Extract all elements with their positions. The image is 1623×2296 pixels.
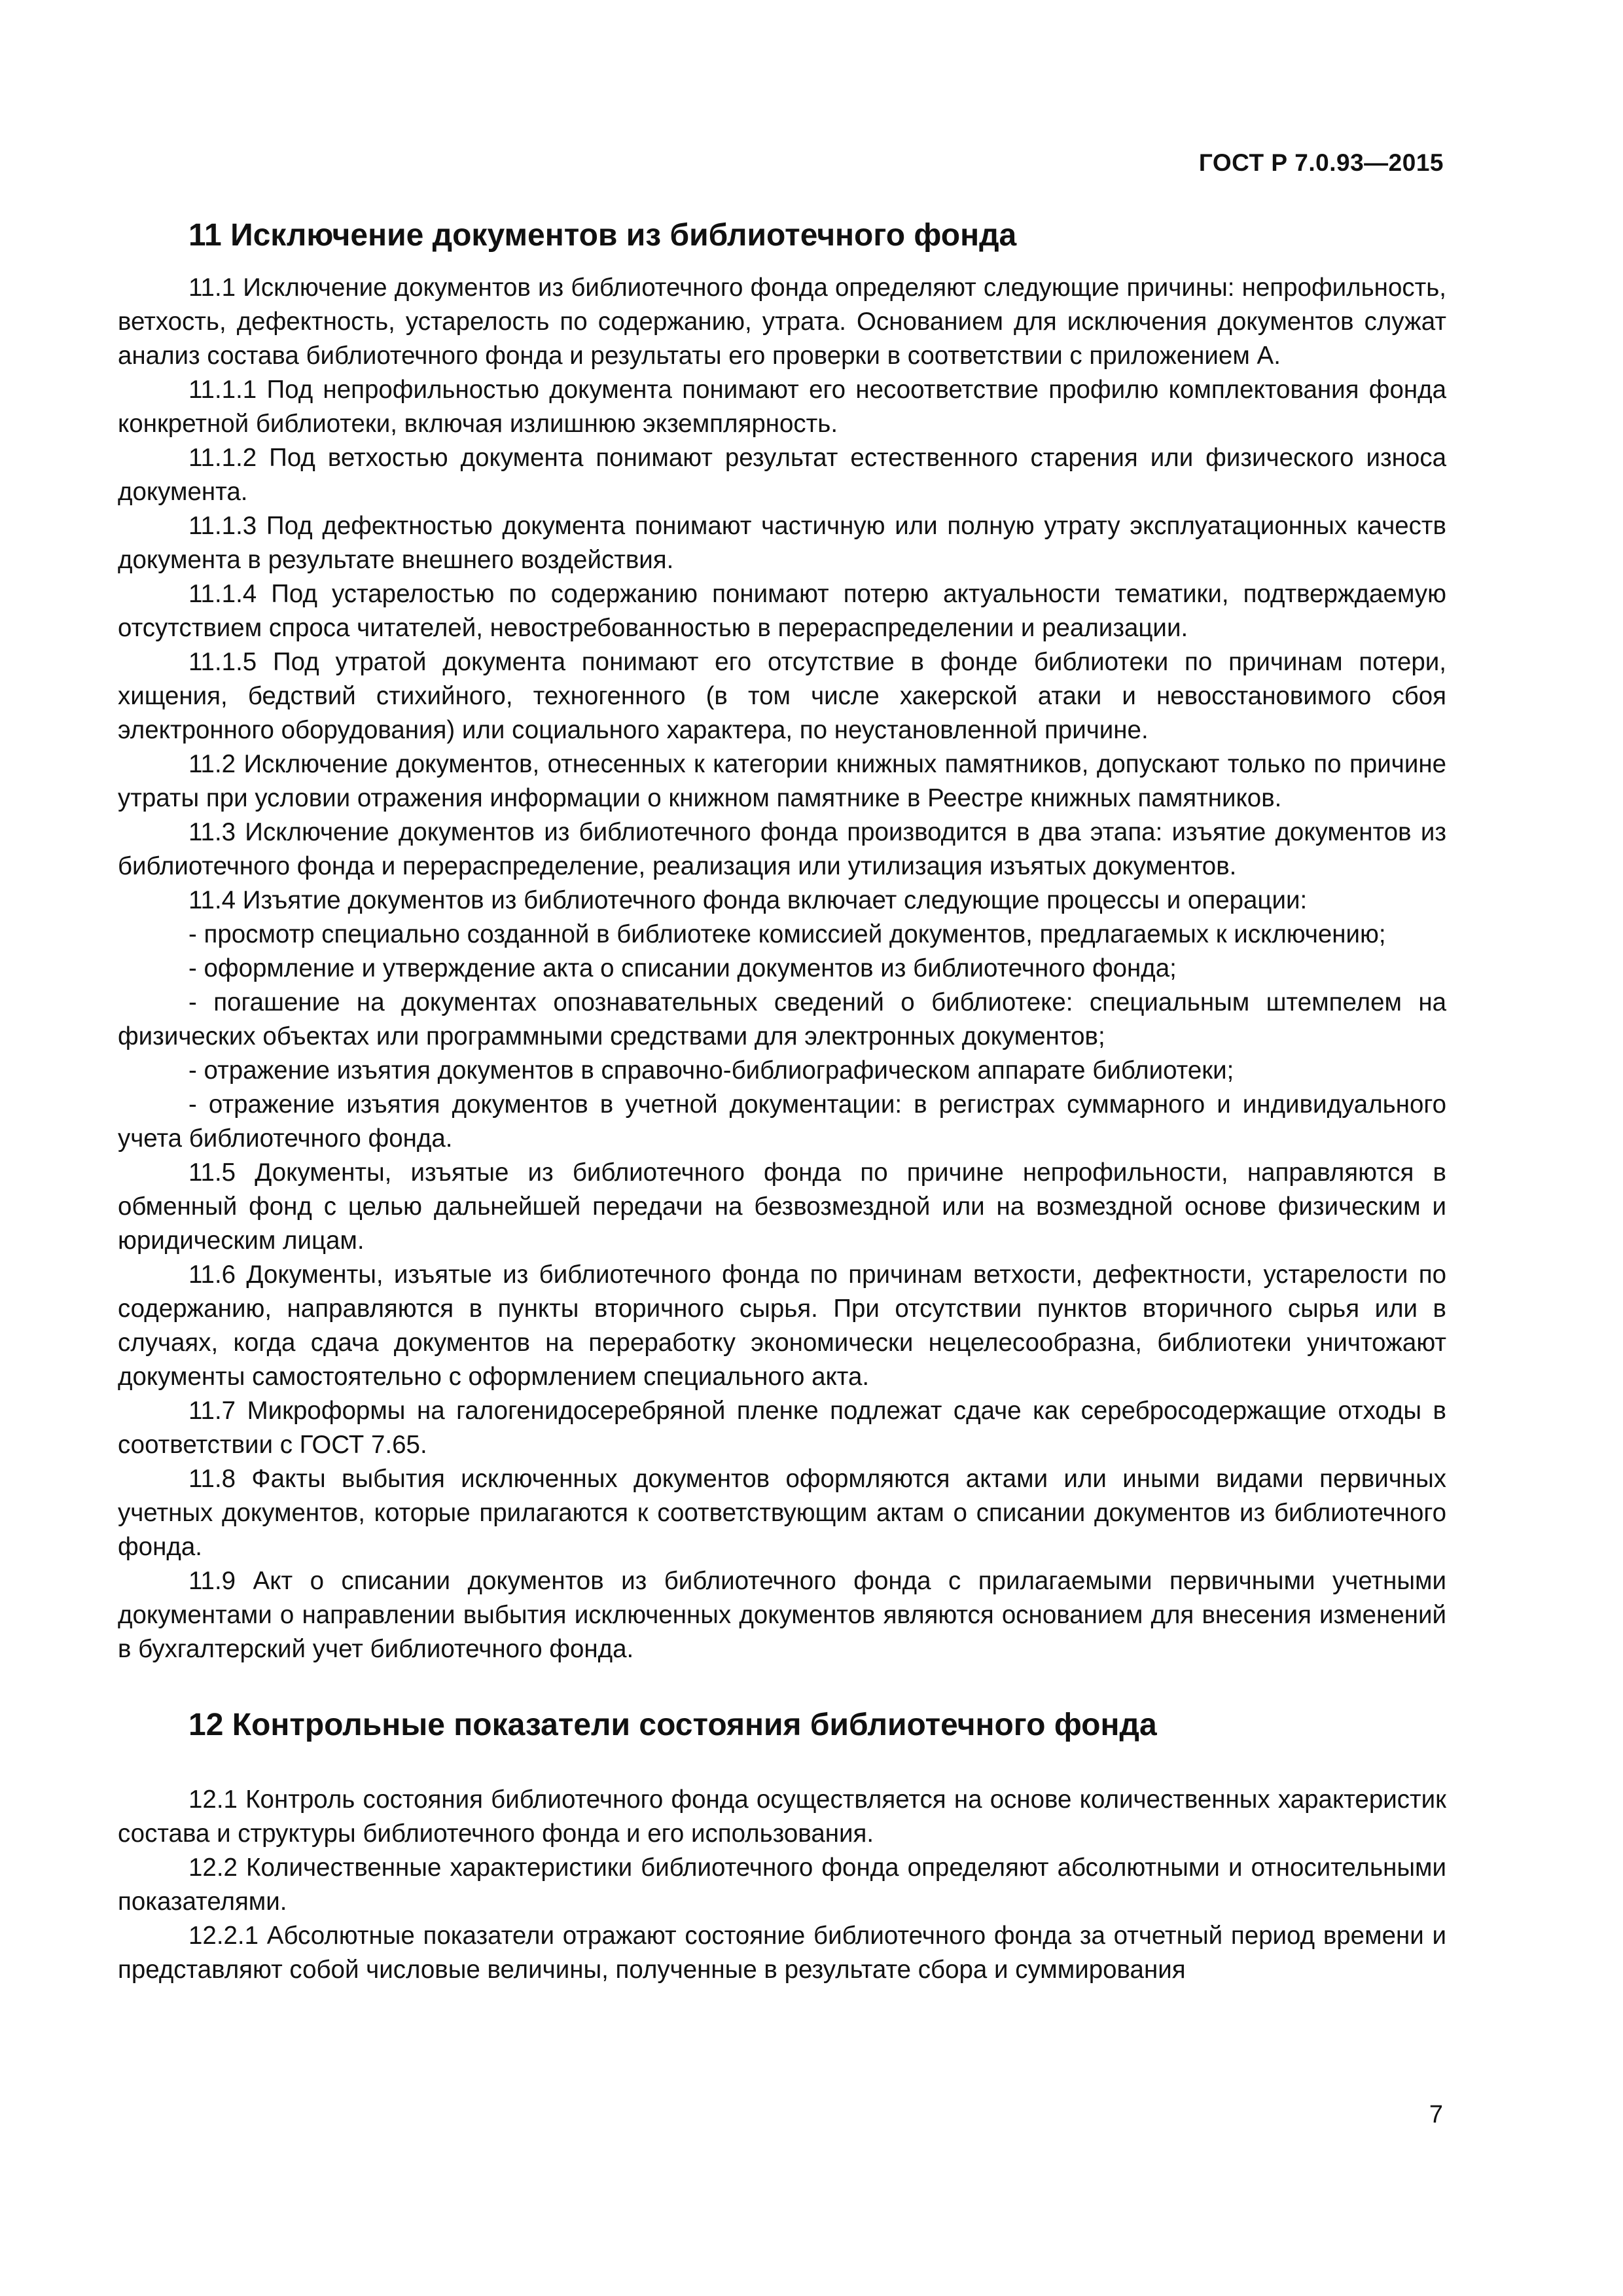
paragraph: 11.7 Микроформы на галогенидосеребряной пленке подлежат сдаче как серебросодержащие отходы в соответствии с ГОСТ 7.65.: [118, 1397, 1446, 1459]
list-item: - отражение изъятия документов в учетной документации: в регистрах суммарного и индивидуального учета библиотечного фонда.: [118, 1090, 1446, 1153]
paragraph: 11.1.3 Под дефектностью документа понимают частичную или полную утрату эксплуатационных качеств документа в результате внешнего воздействия.: [118, 512, 1446, 574]
document-code: ГОСТ Р 7.0.93—2015: [1198, 149, 1444, 176]
list-item: - отражение изъятия документов в справочно-библиографическом аппарате библиотеки;: [188, 1056, 1234, 1085]
paragraph: 11.3 Исключение документов из библиотечного фонда производится в два этапа: изъятие документов из библиотечного фонда и перераспределение, реализация или утилизация изъятых документов.: [118, 818, 1446, 880]
paragraph: 11.6 Документы, изъятые из библиотечного фонда по причинам ветхости, дефектности, устарелости по содержанию, направляются в пункты вторичного сырья. При отсутствии пунктов вторичного сырья или в случаях, когда сдача документов на переработку экономически нецелесообразна, библиотеки уничтожают документы самостоятельно с оформлением специального акта.: [118, 1261, 1446, 1391]
list-item: - оформление и утверждение акта о списании документов из библиотечного фонда;: [188, 954, 1177, 982]
paragraph: 11.1.2 Под ветхостью документа понимают результат естественного старения или физического износа документа.: [118, 444, 1446, 506]
paragraph: 11.1.5 Под утратой документа понимают его отсутствие в фонде библиотеки по причинам потери, хищения, бедствий стихийного, техногенного (в том числе хакерской атаки и невосстановимого сбоя электронного оборудования) или социального характера, по неустановленной причине.: [118, 648, 1446, 744]
paragraph: 12.2 Количественные характеристики библиотечного фонда определяют абсолютными и относительными показателями.: [118, 1854, 1446, 1916]
paragraph: 12.1 Контроль состояния библиотечного фонда осуществляется на основе количественных характеристик состава и структуры библиотечного фонда и его использования.: [118, 1785, 1446, 1848]
paragraph: 11.1.1 Под непрофильностью документа понимают его несоответствие профилю комплектования фонда конкретной библиотеки, включая излишнюю экземплярность.: [118, 376, 1446, 438]
paragraph: 11.8 Факты выбытия исключенных документов оформляются актами или иными видами первичных учетных документов, которые прилагаются к соответствующим актам о списании документов из библиотечного фонда.: [118, 1465, 1446, 1561]
section-11-title: 11 Исключение документов из библиотечного фонда: [188, 218, 1017, 253]
paragraph: 11.2 Исключение документов, отнесенных к категории книжных памятников, допускают только по причине утраты при условии отражения информации о книжном памятнике в Реестре книжных памятников.: [118, 750, 1446, 812]
list-item: - просмотр специально созданной в библиотеке комиссией документов, предлагаемых к исключению;: [188, 920, 1386, 948]
paragraph: 11.1.4 Под устарелостью по содержанию понимают потерю актуальности тематики, подтверждаемую отсутствием спроса читателей, невостребованностью в перераспределении и реализации.: [118, 580, 1446, 642]
document-body: [118, 216, 1446, 1987]
section-12-title: 12 Контрольные показатели состояния библиотечного фонда: [188, 1708, 1157, 1742]
paragraph: 12.2.1 Абсолютные показатели отражают состояние библиотечного фонда за отчетный период времени и представляют собой числовые величины, полученные в результате сбора и суммирования: [118, 1922, 1446, 1984]
paragraph: 11.4 Изъятие документов из библиотечного фонда включает следующие процессы и операции:: [188, 886, 1308, 914]
list-item: - погашение на документах опознавательных сведений о библиотеке: специальным штемпелем на физических объектах или программными средствами для электронных документов;: [118, 988, 1446, 1050]
paragraph: 11.1 Исключение документов из библиотечного фонда определяют следующие причины: непрофильность, ветхость, дефектность, устарелость по содержанию, утрата. Основанием для исключения документов служат анализ состава библиотечного фонда и результаты его проверки в соответствии с приложением А.: [118, 274, 1446, 370]
page-number: 7: [1429, 2101, 1443, 2128]
paragraph: 11.5 Документы, изъятые из библиотечного фонда по причине непрофильности, направляются в обменный фонд с целью дальнейшей передачи на безвозмездной или на возмездной основе физическим и юридическим лицам.: [118, 1158, 1446, 1255]
paragraph: 11.9 Акт о списании документов из библиотечного фонда с прилагаемыми первичными учетными документами о направлении выбытия исключенных документов являются основанием для внесения изменений в бухгалтерский учет библиотечного фонда.: [118, 1567, 1446, 1663]
